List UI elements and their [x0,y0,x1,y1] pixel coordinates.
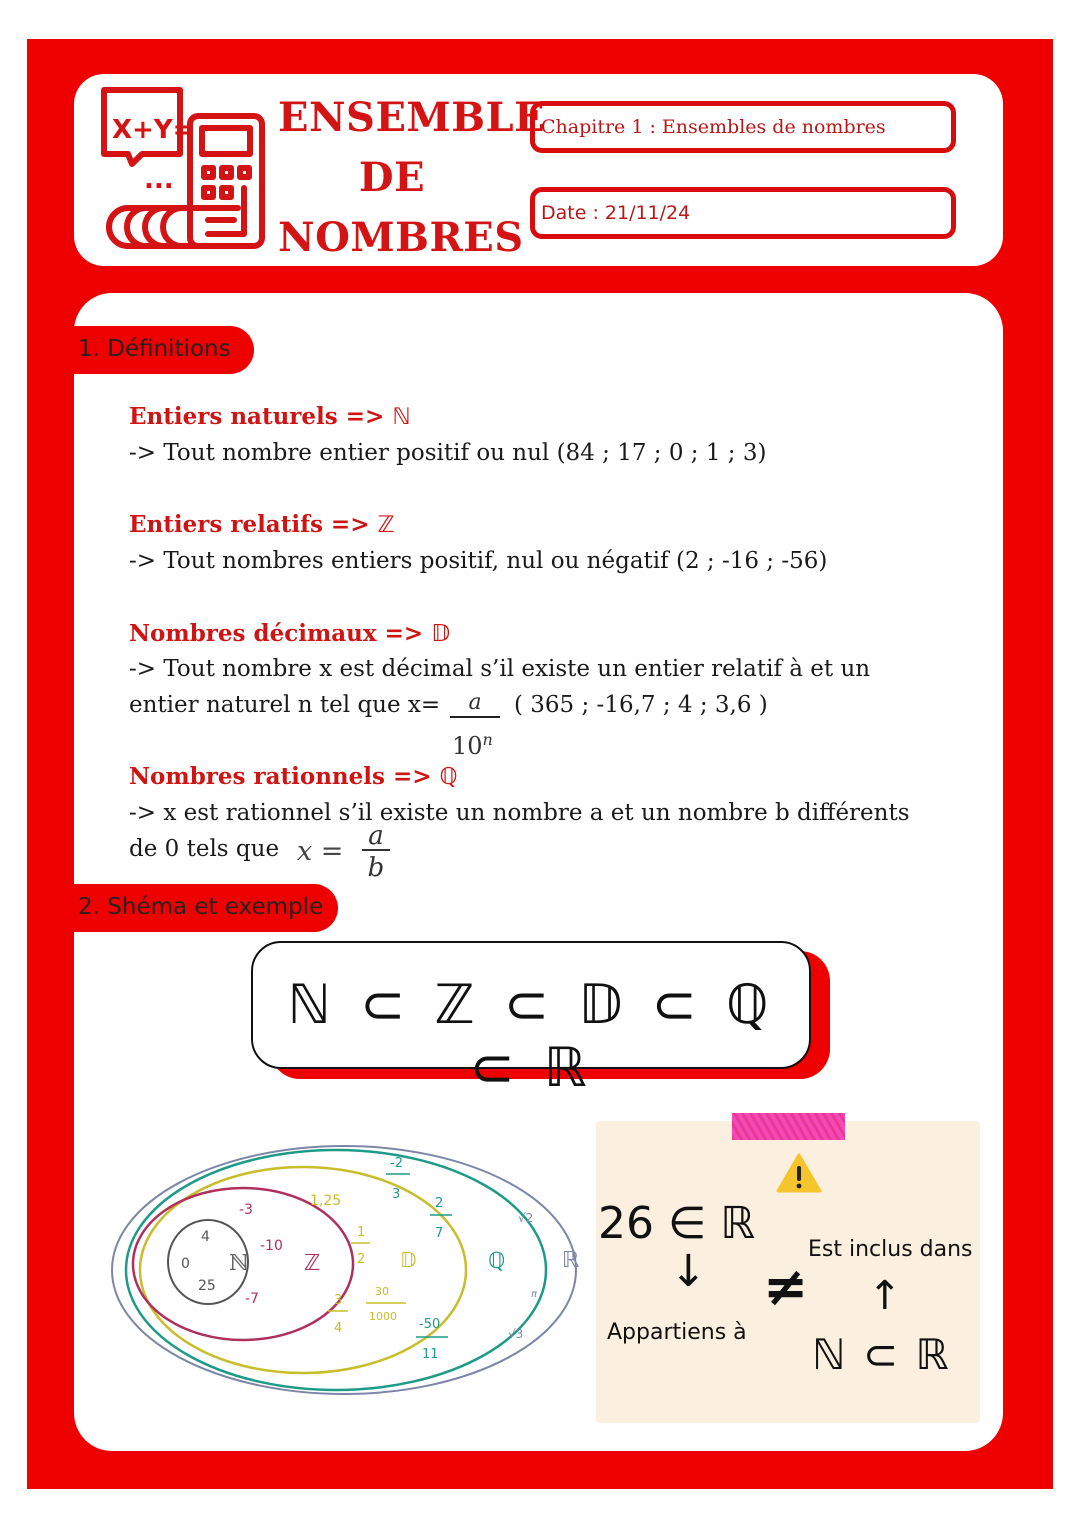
definition-text: entier naturel n tel que x= [129,692,441,718]
tape-decoration [732,1113,845,1140]
page-title [278,88,546,268]
set-symbol-N: ℕ [392,404,411,430]
denominator-exponent: n [482,730,493,749]
svg-text:-3: -3 [239,1202,253,1218]
svg-text:2: 2 [435,1196,444,1211]
svg-text:4: 4 [201,1229,210,1245]
definition-title-text: Nombres rationnels => [129,763,440,790]
svg-text:ℕ: ℕ [229,1251,250,1276]
svg-text:ℚ: ℚ [488,1249,506,1274]
membership-expression: 26 ∈ ℝ [598,1198,756,1249]
svg-text:11: 11 [422,1347,439,1362]
svg-text:-7: -7 [245,1291,259,1307]
definition-text: de 0 tels que [129,836,280,862]
svg-text:0: 0 [181,1256,190,1272]
membership-label: Appartiens à [607,1320,747,1345]
set-symbol-Q: ℚ [439,764,458,790]
date-field: Date : 21/11/24 [530,187,956,239]
definition-title-decimals [129,620,450,647]
svg-text:30: 30 [375,1285,389,1298]
definition-title-naturals [129,403,411,430]
equation-fraction [362,823,390,881]
svg-text:-10: -10 [260,1238,283,1254]
definition-examples: ( 365 ; -16,7 ; 4 ; 3,6 ) [514,692,768,718]
svg-text:7: 7 [435,1226,444,1241]
svg-text:4: 4 [334,1321,343,1336]
fraction-denominator: b [367,853,385,883]
venn-diagram [108,1140,598,1400]
svg-text:ℤ: ℤ [304,1251,321,1276]
definition-title-relatives [129,511,395,538]
svg-text:...: ... [144,165,174,195]
inclusion-chain: ℕ ⊂ ℤ ⊂ 𝔻 ⊂ ℚ ⊂ ℝ [251,941,811,1069]
title-line: NOMBRES [278,214,524,261]
svg-text:π: π [531,1289,538,1300]
svg-text:25: 25 [198,1278,216,1294]
warning-icon [776,1152,822,1194]
definition-title-rationals [129,763,458,790]
arrow-up-icon: ↑ [868,1273,902,1319]
definition-text: -> Tout nombres entiers positif, nul ou négatif (2 ; -16 ; -56) [129,548,828,574]
svg-text:√2: √2 [518,1211,534,1225]
definition-title-text: Nombres décimaux => [129,620,432,647]
svg-text:X+Y=: X+Y= [112,115,195,145]
set-symbol-Z: ℤ [377,512,395,538]
section-heading-definitions: 1. Définitions [74,326,254,374]
definition-title-text: Entiers relatifs => [129,511,378,538]
not-equal-icon: ≠ [763,1255,809,1318]
title-line: DE [358,154,426,201]
inclusion-label: Est inclus dans [808,1237,973,1262]
svg-text:2: 2 [357,1252,366,1267]
calculator-book-icon [98,84,273,256]
denominator-base: 10 [452,732,483,760]
svg-text:3: 3 [392,1187,401,1202]
chapter-field: Chapitre 1 : Ensembles de nombres [530,101,956,153]
definition-text: -> Tout nombre entier positif ou nul (84 ; 17 ; 0 ; 1 ; 3) [129,440,767,466]
svg-text:-50: -50 [419,1317,441,1332]
fraction-numerator: a [450,690,500,718]
section-heading-schema: 2. Shéma et exemple [74,884,338,932]
definition-text: -> x est rationnel s’il existe un nombre a et un nombre b différents [129,800,910,826]
svg-text:1000: 1000 [369,1310,397,1323]
svg-text:√3: √3 [508,1327,524,1341]
svg-text:1,25: 1,25 [310,1193,342,1209]
equation-lhs: x = [297,836,344,867]
svg-text:3: 3 [334,1293,343,1308]
definition-title-text: Entiers naturels => [129,403,393,430]
arrow-down-icon: ↓ [670,1246,707,1297]
svg-text:ℝ: ℝ [562,1248,580,1273]
inclusion-expression: ℕ ⊂ ℝ [812,1330,951,1379]
fraction-denominator [452,730,493,760]
title-line: ENSEMBLE [278,94,546,141]
svg-text:1: 1 [357,1225,366,1240]
set-symbol-D: 𝔻 [431,621,451,647]
definition-text: -> Tout nombre x est décimal s’il existe un entier relatif à et un [129,656,871,682]
fraction-numerator: a [362,823,390,851]
svg-text:𝔻: 𝔻 [400,1248,417,1272]
svg-text:-2: -2 [390,1156,403,1171]
